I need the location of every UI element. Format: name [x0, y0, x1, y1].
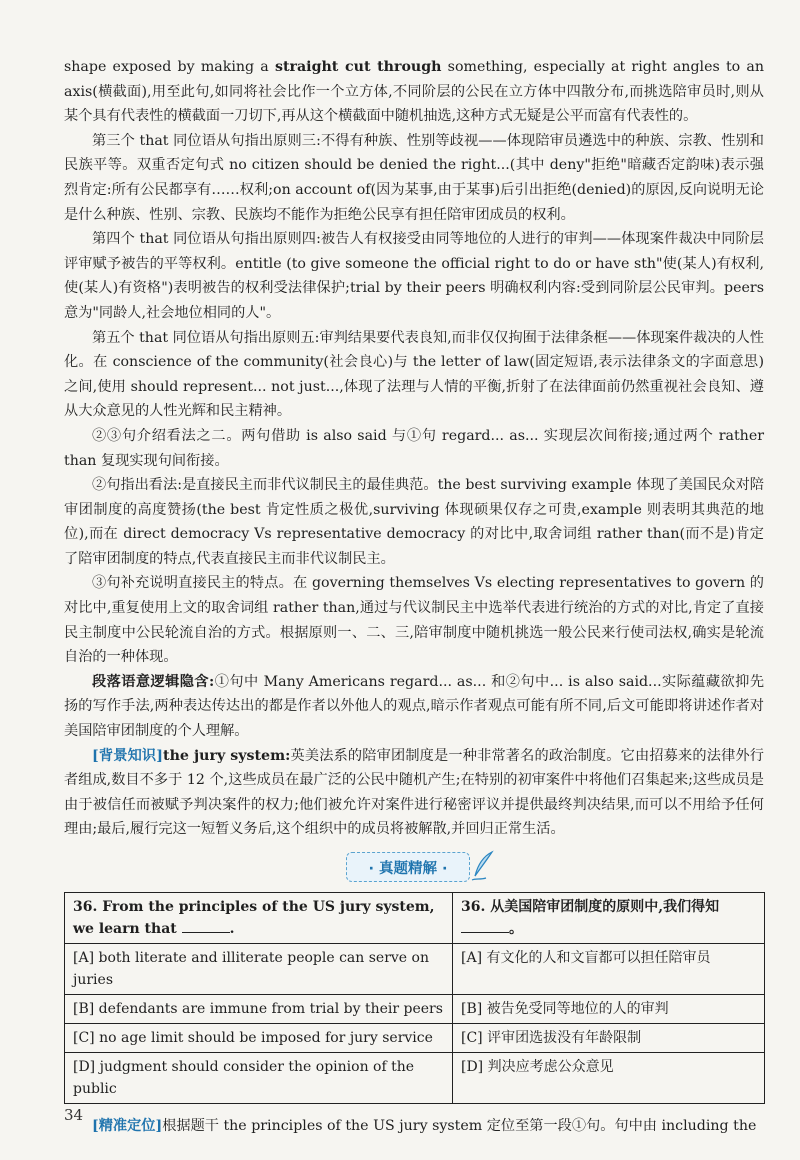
- option-a-en: [A] both literate and illiterate people can serve on juries: [65, 944, 453, 995]
- option-row-b: [65, 995, 765, 1024]
- page-content: [64, 55, 764, 1139]
- option-b-zh: [B] 被告免受同等地位的人的审判: [453, 995, 765, 1024]
- option-row-c: [65, 1024, 765, 1053]
- stem-zh-text: 36. 从美国陪审团制度的原则中,我们得知: [461, 899, 720, 915]
- p1-text-before: shape exposed by making a: [64, 59, 275, 75]
- locate-tag: [精准定位]: [92, 1118, 163, 1134]
- quill-pen-icon: [470, 850, 496, 882]
- question-stem-zh: [453, 893, 765, 944]
- p1-bold-phrase: straight cut through: [274, 59, 442, 75]
- option-d-zh: [D] 判决应考虑公众意见: [453, 1053, 765, 1104]
- p1-text-after: something, especially at right angles to an axis(横截面),用至此句,如同将社会比作一个立方体,不同阶层的公民在立方体中四散分布,而挑选陪审员时,则从某个具有代表性的横截面一刀切下,再从这个横截面中随机抽选,这种方式无疑是公平而富有代表性的。: [64, 59, 764, 125]
- question-table: [64, 892, 765, 1104]
- paragraph-3: 第四个 that 同位语从句指出原则四:被告人有权接受由同等地位的人进行的审判——体现案件裁决中同阶层评审赋予被告的平等权利。entitle (to give someone the official right to do or have sth"使(某人)有权利,使(某人)有资格")表明被告的权利受法律保护;trial by their peers 明确权利内容:受到同阶层公民审判。peers 意为"同龄人,社会地位相同的人"。: [64, 231, 764, 321]
- logic-text: ①句中 Many Americans regard... as... 和②句中... is also said...实际蕴藏欲抑先扬的写作手法,两种表达传达出的都是作者以外他人的观点,暗示作者观点可能有所不同,后文可能即将讲述作者对美国陪审团制度的个人理解。: [64, 673, 765, 740]
- question-stem-en: [65, 893, 453, 944]
- paragraph-4: 第五个 that 同位语从句指出原则五:审判结果要代表良知,而非仅仅拘囿于法律条框——体现案件裁决的人性化。在 conscience of the community(社会良心)与 the letter of law(固定短语,表示法律条文的字面意思)之间,使用 should represent... not just...,体现了法理与人情的平衡,折射了在法律面前仍然重视社会良知、遵从大众意见的人性光辉和民主精神。: [64, 329, 764, 420]
- option-c-en: [C] no age limit should be imposed for jury service: [65, 1024, 453, 1053]
- stem-zh-end: 。: [509, 921, 523, 937]
- background-term: the jury system:: [163, 747, 291, 764]
- paragraph-6: ②句指出看法:是直接民主而非代议制民主的最佳典范。the best surviving example 体现了美国民众对陪审团制度的高度赞扬(the best 肯定性质之极优,surviving 体现硕果仅存之可贵,example 则表明其典范的地位),而在 direct democracy Vs representative democracy 的对比中,取舍词组 rather than(而不是)肯定了陪审团制度的特点,代表直接民主而非代议制民主。: [64, 477, 764, 567]
- section-banner-wrap: [64, 850, 764, 890]
- option-b-en: [B] defendants are immune from trial by their peers: [65, 995, 453, 1024]
- answer-blank-zh: [461, 919, 509, 933]
- option-c-zh: [C] 评审团选拔没有年龄限制: [453, 1024, 765, 1053]
- option-row-a: [65, 944, 765, 995]
- paragraph-1: [64, 55, 764, 129]
- logic-label: 段落语意逻辑隐含:: [92, 673, 215, 690]
- question-stem-row: [65, 893, 765, 944]
- locate-paragraph: [64, 1114, 764, 1139]
- option-row-d: [65, 1053, 765, 1104]
- answer-blank-en: [182, 919, 230, 933]
- paragraph-background: [64, 744, 764, 842]
- option-a-zh: [A] 有文化的人和文盲都可以担任陪审员: [453, 944, 765, 995]
- page-number: 34: [64, 1106, 84, 1124]
- background-text: 英美法系的陪审团制度是一种非常著名的政治制度。它由招募来的法律外行者组成,数目不多于 12 个,这些成员在最广泛的公民中随机产生;在特别的初审案件中将他们召集起来;这些成员是由于被信任而被赋予判决案件的权力;他们被允许对案件进行秘密评议并提供最终判决结果,而可以不用给予任何理由;最后,履行完这一短暂义务后,这个组织中的成员将被解散,并回归正常生活。: [64, 747, 764, 838]
- paragraph-2: 第三个 that 同位语从句指出原则三:不得有种族、性别等歧视——体现陪审员遴选中的种族、宗教、性别和民族平等。双重否定句式 no citizen should be denied the right...(其中 deny"拒绝"暗藏否定韵味)表示强烈肯定:所有公民都享有……权利;on account of(因为某事,由于某事)后引出拒绝(denied)的原因,反向说明无论是什么种族、性别、宗教、民族均不能作为拒绝公民享有担任陪审团成员的权利。: [64, 132, 764, 223]
- option-d-en: [D] judgment should consider the opinion of the public: [65, 1053, 453, 1104]
- locate-text: 根据题干 the principles of the US jury system 定位至第一段①句。句中由 including the: [162, 1118, 757, 1134]
- stem-en-text: 36. From the principles of the US jury system, we learn that: [73, 899, 435, 937]
- background-tag: [背景知识]: [92, 747, 164, 764]
- stem-en-end: .: [229, 921, 235, 937]
- paragraph-5: ②③句介绍看法之二。两句借助 is also said 与①句 regard... as... 实现层次间衔接;通过两个 rather than 复现实现句间衔接。: [64, 427, 764, 469]
- paragraph-7: ③句补充说明直接民主的特点。在 governing themselves Vs electing representatives to govern 的对比中,重复使用上文的取舍词组 rather than,通过与代议制民主中选举代表进行统治的方式的对比,肯定了直接民主制度中公民轮流自治的方式。根据原则一、二、三,陪审制度中随机挑选一般公民来行使司法权,确实是轮流自治的一种体现。: [64, 575, 764, 666]
- section-banner: · 真题精解 ·: [346, 852, 470, 882]
- paragraph-8: [64, 670, 764, 744]
